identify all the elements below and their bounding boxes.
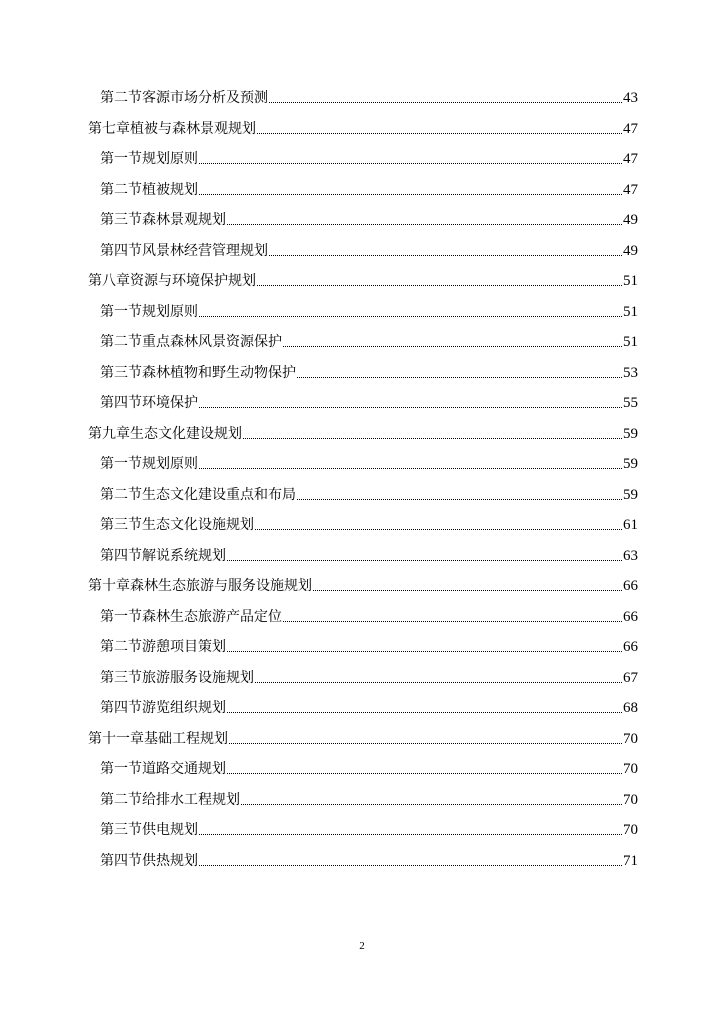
toc-entry-title: 第九章生态文化建设规划 [88,425,242,442]
toc-chapter-entry[interactable] [88,424,638,444]
toc-entry-page: 55 [623,395,638,411]
toc-entry-page: 59 [623,425,638,442]
toc-entry-page: 47 [623,151,638,167]
dot-leader [255,528,622,530]
dot-leader [283,345,622,347]
toc-entry-title: 第三节供电规划 [100,822,198,838]
dot-leader [199,162,622,164]
toc-entry-page: 66 [623,639,638,655]
dot-leader [313,589,622,591]
toc-entry-page: 71 [623,852,638,869]
toc-section-entry[interactable] [100,88,638,108]
toc-entry-page: 61 [623,517,638,533]
toc-entry-page: 47 [623,181,638,198]
toc-section-entry[interactable] [100,759,638,779]
toc-entry-title: 第二节给排水工程规划 [100,791,240,808]
toc-entry-title: 第四节供热规划 [100,852,198,869]
toc-entry-title: 第四节风景林经营管理规划 [100,242,268,259]
toc-entry-title: 第一节规划原则 [100,303,198,320]
toc-entry-title: 第一节森林生态旅游产品定位 [100,608,282,625]
toc-entry-title: 第十章森林生态旅游与服务设施规划 [88,578,312,594]
toc-section-entry[interactable] [100,485,638,505]
dot-leader [199,833,622,835]
toc-entry-page: 47 [623,120,638,137]
dot-leader [255,681,622,683]
toc-section-entry[interactable] [100,851,638,871]
toc-section-entry[interactable] [100,637,638,657]
toc-entry-page: 66 [623,608,638,625]
toc-chapter-entry[interactable] [88,271,638,291]
dot-leader [199,193,622,195]
dot-leader [227,650,622,652]
dot-leader [257,132,622,134]
toc-section-entry[interactable] [100,210,638,230]
toc-entry-page: 67 [623,669,638,686]
toc-section-entry[interactable] [100,241,638,261]
toc-section-entry[interactable] [100,332,638,352]
toc-entry-title: 第七章植被与森林景观规划 [88,120,256,137]
dot-leader [227,559,622,561]
dot-leader [229,742,622,744]
toc-entry-page: 70 [623,791,638,808]
toc-entry-title: 第一节规划原则 [100,456,198,472]
toc-section-entry[interactable] [100,180,638,200]
toc-section-entry[interactable] [100,363,638,383]
toc-entry-title: 第四节环境保护 [100,395,198,411]
dot-leader [269,101,622,103]
toc-entry-title: 第三节旅游服务设施规划 [100,669,254,686]
toc-chapter-entry[interactable] [88,119,638,139]
toc-entry-title: 第二节生态文化建设重点和布局 [100,486,296,503]
dot-leader [227,223,622,225]
dot-leader [297,376,622,378]
dot-leader [283,620,622,622]
toc-section-entry[interactable] [100,546,638,566]
toc-entry-title: 第三节森林景观规划 [100,212,226,228]
toc-entry-page: 70 [623,761,638,777]
page-number: 2 [359,940,365,952]
toc-entry-title: 第四节解说系统规划 [100,547,226,564]
toc-entry-page: 59 [623,486,638,503]
dot-leader [243,437,622,439]
toc-entry-page: 51 [623,273,638,289]
dot-leader [227,772,622,774]
toc-entry-page: 53 [623,364,638,381]
toc-chapter-entry[interactable] [88,729,638,749]
toc-entry-page: 70 [623,730,638,747]
dot-leader [297,498,622,500]
toc-chapter-entry[interactable] [88,576,638,596]
toc-entry-title: 第十一章基础工程规划 [88,730,228,747]
dot-leader [199,864,622,866]
toc-entry-title: 第二节重点森林风景资源保护 [100,334,282,350]
toc-section-entry[interactable] [100,302,638,322]
toc-entry-title: 第一节道路交通规划 [100,761,226,777]
toc-entry-page: 51 [623,334,638,350]
toc-section-entry[interactable] [100,515,638,535]
dot-leader [199,315,622,317]
toc-entry-title: 第三节生态文化设施规划 [100,517,254,533]
toc-entry-title: 第八章资源与环境保护规划 [88,273,256,289]
toc-entry-page: 59 [623,456,638,472]
toc-entry-title: 第四节游览组织规划 [100,700,226,716]
toc-entry-title: 第二节植被规划 [100,181,198,198]
toc-section-entry[interactable] [100,698,638,718]
dot-leader [199,467,622,469]
dot-leader [241,803,622,805]
toc-entry-page: 66 [623,578,638,594]
toc-section-entry[interactable] [100,820,638,840]
toc-entry-page: 70 [623,822,638,838]
toc-entry-page: 63 [623,547,638,564]
toc-entry-title: 第二节游憩项目策划 [100,639,226,655]
dot-leader [199,406,622,408]
toc-entry-title: 第二节客源市场分析及预测 [100,90,268,106]
toc-section-entry[interactable] [100,790,638,810]
toc-section-entry[interactable] [100,668,638,688]
toc-entry-page: 51 [623,303,638,320]
toc-entry-title: 第一节规划原则 [100,151,198,167]
toc-entry-page: 49 [623,242,638,259]
dot-leader [269,254,622,256]
toc-entry-page: 68 [623,700,638,716]
dot-leader [257,284,622,286]
toc-entry-title: 第三节森林植物和野生动物保护 [100,364,296,381]
toc-section-entry[interactable] [100,454,638,474]
toc-entry-page: 43 [623,90,638,106]
toc-section-entry[interactable] [100,607,638,627]
toc-section-entry[interactable] [100,393,638,413]
toc-section-entry[interactable] [100,149,638,169]
dot-leader [227,711,622,713]
toc-entry-page: 49 [623,212,638,228]
